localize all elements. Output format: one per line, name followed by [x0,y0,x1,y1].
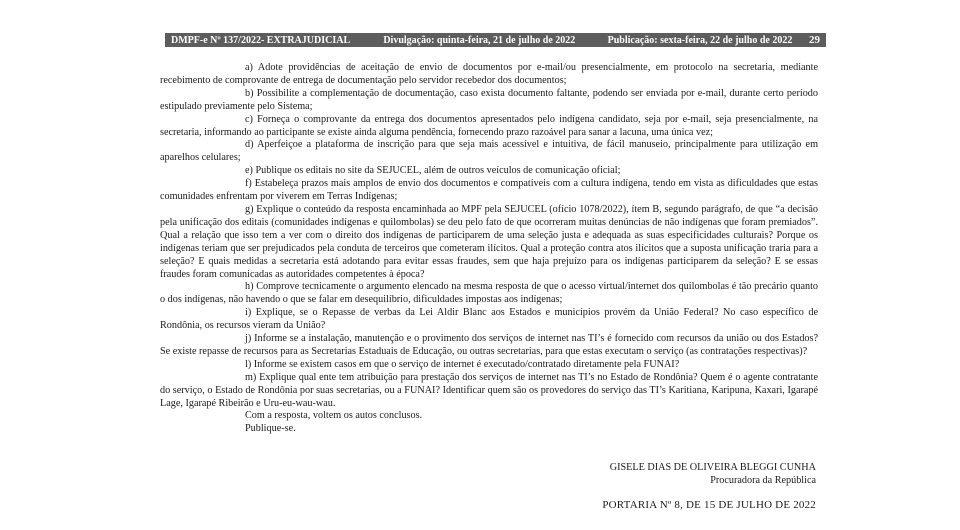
signatory-name: GISELE DIAS DE OLIVEIRA BLEGGI CUNHA [609,462,816,473]
publish-line: Publique-se. [245,423,296,435]
paragraph-c: c) Forneça o comprovante da entrega dos documentos apresentados pelo indígena candidato, seja por e-mail, seja presencialmente, na secretaria, informando ao participante se existe ainda alguma pendência, fornecendo prazo razoável para sanar a lacuna, uma única vez; [160,113,818,138]
paragraph-j: j) Informe se a instalação, manutenção e o provimento dos serviços de internet nas TI’s é fornecido com recursos da união ou dos Estados? Se existe repasse de recursos para as Secretarias Estaduais de Educação, ou outras secretarias, para que estas executam o serviço (as contratações respectivas)? [160,333,818,357]
signature-block [610,462,816,488]
page-header-bar [165,33,826,47]
signatory-role: Procuradora da República [710,474,816,486]
paragraph-b: b) Possibilite a complementação de documentação, caso exista documento faltante, podendo ser enviada por e-mail, durante certo período estipulado previamente pelo Sistema; [160,87,818,112]
publicacao-date: Publicação: sexta-feira, 22 de julho de 2022 [607,34,793,46]
paragraph-g: g) Explique o conteúdo da resposta encaminhada ao MPF pela SEJUCEL (ofício 1078/2022), ítem B, segundo parágrafo, de que “a decisão pela unificação dos editais (comunidades indígenas e quilombolas) se deu pelo fato de que ocorreram muitas denúncias de não indígenas que foram premiados”. Qual a relação que isso tem a ver com o direito dos indígenas de participarem de uma seleção justa e adequada as suas especificidades culturais? Porque os indígenas teriam que ser prejudicados pela conduta de terceiros que cometeram ilícitos. Qual a proteção contra atos ilícitos que a suposta unificação traria para a seleção? E quais medidas a secretaria está adotando para evitar essas fraudes, sem que haja prejuízo para os indígenas participarem da seleção? E se essas fraudes foram comunicadas as autoridades competentes à época? [160,203,818,280]
paragraph-h: h) Comprove tecnicamente o argumento elencado na mesma resposta de que o acesso virtual/internet dos quilombolas é tão precário quanto o dos indígenas, não havendo o que se falar em desequilíbrio, dificuldades impostas aos indígenas; [160,281,818,306]
paragraph-d: d) Aperfeiçoe a plataforma de inscrição para que seja mais acessível e intuitiva, de fácil manuseio, principalmente para utilização em aparelhos celulares; [160,139,818,164]
page-number: 29 [809,34,820,46]
divulgacao-date: Divulgação: quinta-feira, 21 de julho de 2022 [383,34,576,46]
document-body [160,62,818,436]
paragraph-l: l) Informe se existem casos em que o serviço de internet é executado/contratado diretamente pela FUNAI? [245,358,680,370]
paragraph-a: a) Adote providências de aceitação de envio de documentos por e-mail/ou presencialmente, em protocolo na secretaria, mediante recebimento de comprovante de entrega de documentação pelo servidor recebedor dos documentos; [160,62,818,86]
journal-edition: DMPF-e Nº 137/2022- EXTRAJUDICIAL [171,34,351,46]
paragraph-i: i) Explique, se o Repasse de verbas da Lei Aldir Blanc aos Estados e municípios provém da União Federal? No caso específico de Rondônia, os recursos vieram da União? [160,307,818,332]
paragraph-f: f) Estabeleça prazos mais amplos de envio dos documentos e compatíveis com a cultura indígena, tendo em vista as dificuldades que estas comunidades enfrentam por viverem em Terras Indígenas; [160,178,818,203]
paragraph-m: m) Explique qual ente tem atribuição para prestação dos serviços de internet nas TI’s no Estado de Rondônia? Quem é o agente contratante do serviço, o Estado de Rondônia por suas secretarias, ou a FUNAI? Identificar quem são os provedores do serviço das TI’s Karitiana, Karipuna, Kaxari, Igarapé Lage, Igarapé Ribeirão e Uru-eu-wau-wau. [160,371,818,409]
paragraph-e: e) Publique os editais no site da SEJUCEL, além de outros veículos de comunicação oficial; [245,165,621,177]
closing-line: Com a resposta, voltem os autos conclusos. [245,410,423,422]
next-section-title: PORTARIA Nº 8, DE 15 DE JULHO DE 2022 [602,499,816,511]
